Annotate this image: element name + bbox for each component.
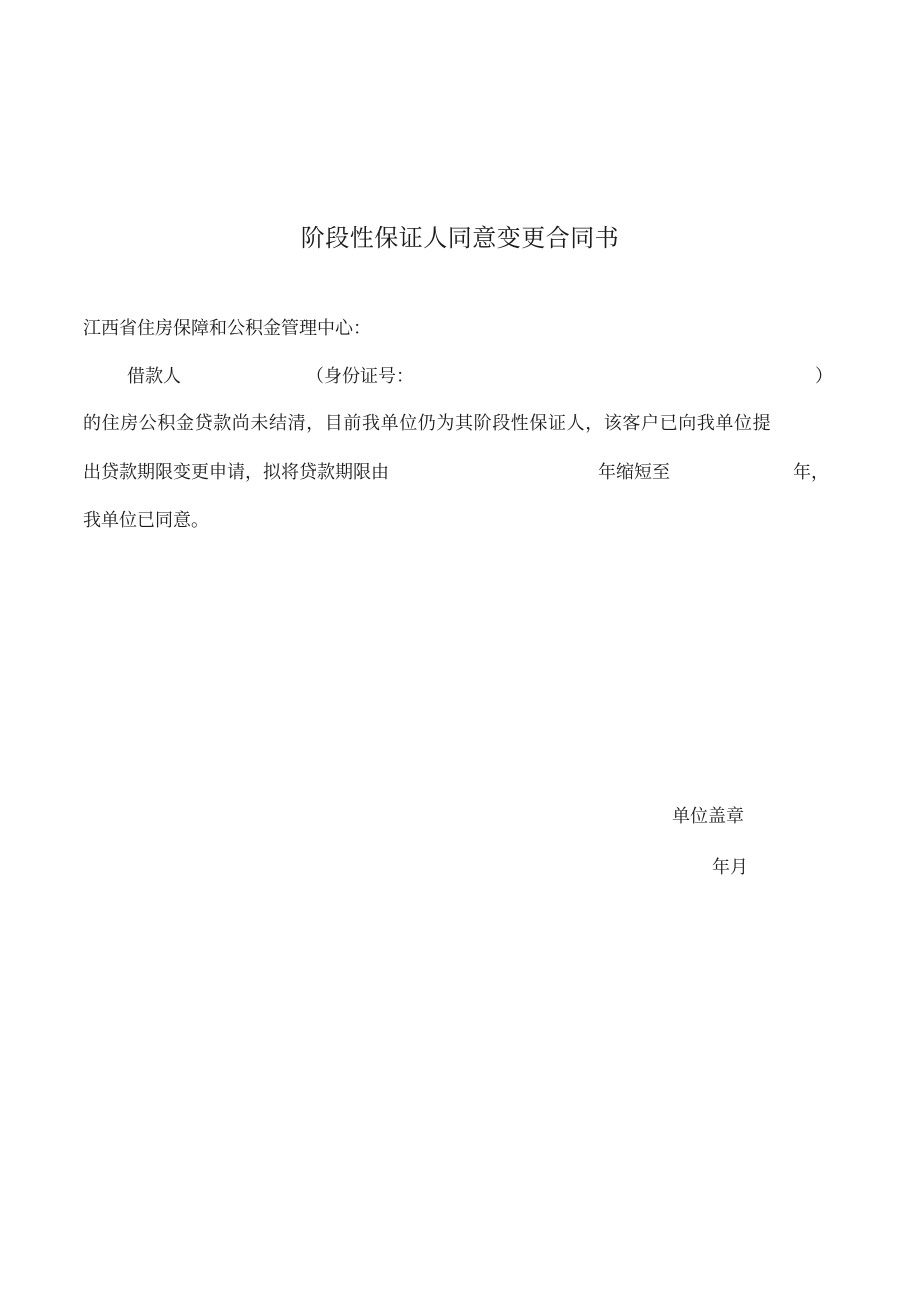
date-label: 年月 [712,857,748,878]
addressee-line: 江西省住房保障和公积金管理中心： [83,318,371,339]
body-line-2-end: 年， [793,462,829,483]
body-line-3: 我单位已同意。 [83,510,209,531]
unit-seal-label: 单位盖章 [672,806,744,827]
id-number-label: （身份证号： [306,366,414,387]
document-title: 阶段性保证人同意变更合同书 [300,224,620,252]
body-line-2-start: 出贷款期限变更申请，拟将贷款期限由 [83,462,389,483]
borrower-label: 借款人 [127,366,181,387]
id-number-close-paren: ） [815,366,833,387]
body-line-2-shorten-to: 年缩短至 [598,462,670,483]
body-line-1: 的住房公积金贷款尚未结清，目前我单位仍为其阶段性保证人，该客户已向我单位提 [83,413,772,434]
